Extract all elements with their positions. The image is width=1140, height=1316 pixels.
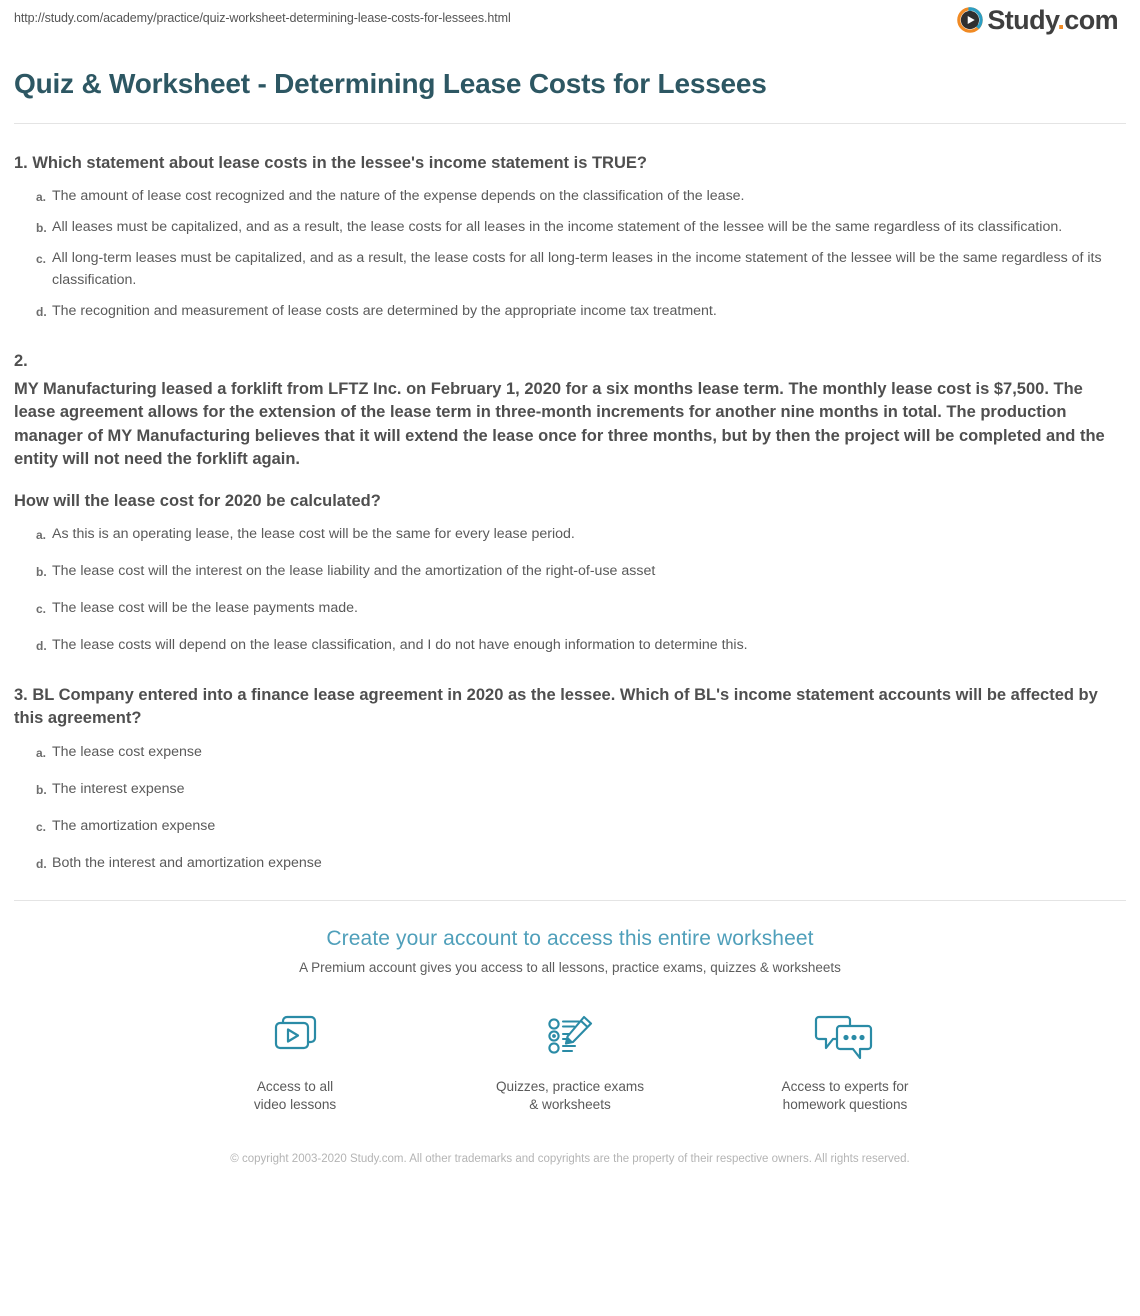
feature-expert-help xyxy=(758,1007,933,1115)
copyright-text: © copyright 2003-2020 Study.com. All other trademarks and copyrights are the property of their respective owners. All rights reserved. xyxy=(230,1152,910,1165)
answer-option[interactable] xyxy=(14,247,1126,291)
footer-cta xyxy=(0,900,1140,1168)
answer-letter: b. xyxy=(36,782,47,797)
browser-top-bar xyxy=(0,0,1140,48)
header-divider xyxy=(14,123,1126,124)
answer-option[interactable] xyxy=(14,300,1126,322)
answer-letter: c. xyxy=(36,601,47,616)
answer-letter: a. xyxy=(36,527,47,542)
page-title: Quiz & Worksheet - Determining Lease Costs for Lessees xyxy=(14,68,767,99)
question-2-body: MY Manufacturing leased a forklift from LFTZ Inc. on February 1, 2020 for a six months lease term. The monthly lease cost is $7,500. The lease agreement allows for the extension of the lease term in three-month increments for another nine months in total. The production manager of MY Manufacturing believes that it will extend the lease once for three months, but by then the project will be completed and the entity will not need the forklift again. xyxy=(14,379,1105,469)
answer-letter: a. xyxy=(36,745,47,760)
answer-text: The lease costs will depend on the lease classification, and I do not have enough information to determine this. xyxy=(52,636,748,653)
question-2-answers xyxy=(14,523,1126,656)
answer-text: The lease cost will be the lease payments made. xyxy=(52,599,358,616)
feature-label xyxy=(758,1078,933,1115)
question-2-number: 2. xyxy=(14,352,28,371)
answer-text: The amortization expense xyxy=(52,817,216,834)
answer-text: The recognition and measurement of lease costs are determined by the appropriate income tax treatment. xyxy=(52,303,717,320)
cta-subtext: A Premium account gives you access to all lessons, practice exams, quizzes & worksheets xyxy=(299,959,841,975)
answer-letter: d. xyxy=(36,305,47,320)
logo-name-tld: com xyxy=(1064,4,1118,35)
answer-option[interactable] xyxy=(14,185,1126,207)
answer-letter: c. xyxy=(36,252,47,267)
url-text: http://study.com/academy/practice/quiz-worksheet-determining-lease-costs-for-lessees.html xyxy=(14,11,511,25)
answer-text: The lease cost expense xyxy=(52,743,202,760)
feature-label-line-2: video lessons xyxy=(253,1097,337,1113)
feature-label-line-2: homework questions xyxy=(782,1097,908,1113)
answer-option[interactable] xyxy=(14,597,1126,619)
footer-divider xyxy=(14,900,1126,901)
answer-text: The interest expense xyxy=(52,780,185,797)
study-com-logo[interactable] xyxy=(956,0,1118,34)
question-1-prompt: 1. Which statement about lease costs in the lessee's income statement is TRUE? xyxy=(14,154,647,172)
feature-label xyxy=(483,1078,658,1115)
question-3 xyxy=(14,684,1126,874)
feature-label xyxy=(208,1078,383,1115)
answer-text: The lease cost will the interest on the lease liability and the amortization of the right-of-use asset xyxy=(52,562,656,579)
answer-text: The amount of lease cost recognized and the nature of the expense depends on the classification of the lease. xyxy=(52,188,745,205)
feature-quizzes-worksheets xyxy=(483,1007,658,1115)
question-1-answers xyxy=(14,185,1126,322)
quiz-checklist-pencil-icon xyxy=(483,1007,658,1065)
feature-label-line-1: Access to all xyxy=(256,1078,334,1094)
answer-text: All long-term leases must be capitalized, and as a result, the lease costs for all long-term leases in the income statement of the lessee will be the same regardless of its classification. xyxy=(52,250,1102,289)
answer-letter: a. xyxy=(36,190,47,205)
answer-option[interactable] xyxy=(14,852,1126,874)
feature-list xyxy=(14,1007,1126,1115)
answer-text: Both the interest and amortization expense xyxy=(52,854,322,871)
quiz-body xyxy=(0,152,1140,874)
feature-label-line-2: & worksheets xyxy=(529,1097,611,1113)
answer-text: As this is an operating lease, the lease cost will be the same for every lease period. xyxy=(52,525,575,542)
answer-letter: c. xyxy=(36,819,47,834)
feature-label-line-1: Quizzes, practice exams xyxy=(495,1078,645,1094)
answer-option[interactable] xyxy=(14,560,1126,582)
question-2-sub-prompt: How will the lease cost for 2020 be calculated? xyxy=(14,491,381,510)
answer-text: All leases must be capitalized, and as a result, the lease costs for all leases in the income statement of the lessee will be the same regardless of its classification. xyxy=(52,219,1063,236)
answer-letter: d. xyxy=(36,856,47,871)
play-circle-icon xyxy=(956,6,984,34)
answer-letter: b. xyxy=(36,221,47,236)
logo-name-main: Study xyxy=(987,4,1058,35)
logo-wordmark xyxy=(987,4,1118,35)
feature-label-line-1: Access to experts for xyxy=(781,1078,909,1094)
cta-heading-link[interactable]: Create your account to access this entire worksheet xyxy=(326,926,814,950)
question-1 xyxy=(14,152,1126,322)
answer-option[interactable] xyxy=(14,741,1126,763)
answer-option[interactable] xyxy=(14,634,1126,656)
answer-letter: b. xyxy=(36,564,47,579)
answer-option[interactable] xyxy=(14,523,1126,545)
question-2 xyxy=(14,350,1126,656)
chat-bubbles-icon xyxy=(758,1007,933,1065)
video-lessons-icon xyxy=(208,1007,383,1065)
question-3-answers xyxy=(14,741,1126,874)
answer-letter: d. xyxy=(36,638,47,653)
answer-option[interactable] xyxy=(14,216,1126,238)
answer-option[interactable] xyxy=(14,815,1126,837)
question-3-prompt: 3. BL Company entered into a finance lease agreement in 2020 as the lessee. Which of BL's income statement accounts will be affected by this agreement? xyxy=(14,685,1098,728)
answer-option[interactable] xyxy=(14,778,1126,800)
feature-video-lessons xyxy=(208,1007,383,1115)
logo-name-dot: . xyxy=(1057,4,1065,35)
